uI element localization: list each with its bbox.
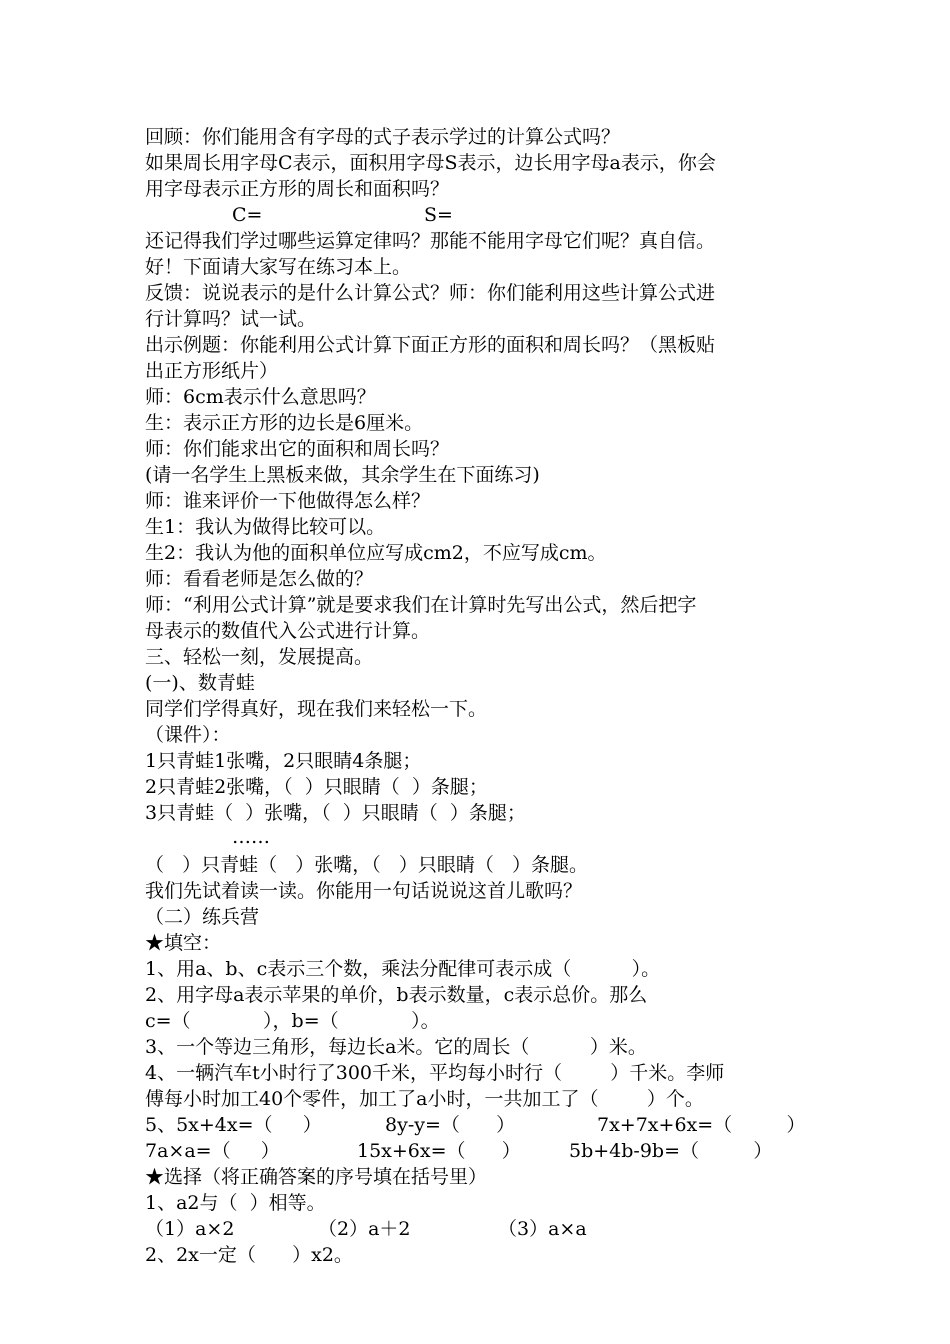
text-line: 师：谁来评价一下他做得怎么样？ (145, 490, 431, 512)
text-line: 回顾：你们能用含有字母的式子表示学过的计算公式吗？ (145, 126, 621, 148)
formula-c: C= (232, 204, 263, 226)
exercise-heading: ★选择（将正确答案的序号填在括号里） (145, 1166, 488, 1188)
text-line: 行计算吗？试一试。 (145, 308, 317, 330)
text-line: 反馈：说说表示的是什么计算公式？师：你们能利用这些计算公式进 (145, 282, 716, 304)
text-line: 1、a2与（ ）相等。 (145, 1192, 326, 1214)
ellipsis: …… (232, 826, 270, 848)
choice-option: （1）a×2 (145, 1218, 235, 1240)
expression: 7x+7x+6x=（ ） (597, 1114, 806, 1136)
formula-s: S= (424, 204, 453, 226)
text-line: 师：6cm表示什么意思吗？ (145, 386, 376, 408)
text-line: 母表示的数值代入公式进行计算。 (145, 620, 431, 642)
text-line: 我们先试着读一读。你能用一句话说说这首儿歌吗？ (145, 880, 583, 902)
text-line: 2、2x一定（ ）x2。 (145, 1244, 353, 1266)
text-line: c=（ ），b=（ ）。 (145, 1010, 440, 1032)
text-line: 生1：我认为做得比较可以。 (145, 516, 386, 538)
text-line: 4、一辆汽车t小时行了300千米，平均每小时行（ ）千米。李师 (145, 1062, 725, 1084)
section-heading: 三、轻松一刻，发展提高。 (145, 646, 374, 668)
text-line: 还记得我们学过哪些运算定律吗？那能不能用字母它们呢？真自信。 (145, 230, 716, 252)
text-line: 生2：我认为他的面积单位应写成cm2，不应写成cm。 (145, 542, 607, 564)
subsection-heading: (一)、数青蛙 (145, 672, 255, 694)
text-line: 1只青蛙1张嘴，2只眼睛4条腿； (145, 750, 422, 772)
text-line: 如果周长用字母C表示，面积用字母S表示，边长用字母a表示，你会 (145, 152, 716, 174)
expression: 8y-y=（ ） (385, 1114, 516, 1136)
expression: 5b+4b-9b=（ ） (569, 1140, 773, 1162)
text-line: 3只青蛙（ ）张嘴，（ ）只眼睛（ ）条腿； (145, 802, 526, 824)
text-line: 同学们学得真好，现在我们来轻松一下。 (145, 698, 488, 720)
choice-option: （2）a＋2 (318, 1218, 411, 1240)
expression: 15x+6x=（ ） (357, 1140, 521, 1162)
text-line: 出正方形纸片） (145, 360, 279, 382)
text-line: 2只青蛙2张嘴，（ ）只眼睛（ ）条腿； (145, 776, 488, 798)
text-line: 师：你们能求出它的面积和周长吗？ (145, 438, 450, 460)
expression: 5、5x+4x=（ ） (145, 1114, 322, 1136)
text-line: （课件）： (145, 724, 231, 746)
text-line: 用字母表示正方形的周长和面积吗？ (145, 178, 450, 200)
choice-option: （3）a×a (498, 1218, 587, 1240)
exercise-heading: ★填空： (145, 932, 222, 954)
text-line: 师：看看老师是怎么做的？ (145, 568, 374, 590)
text-line: 师：“利用公式计算”就是要求我们在计算时先写出公式，然后把字 (145, 594, 697, 616)
text-line: （ ）只青蛙（ ）张嘴，（ ）只眼睛（ ）条腿。 (145, 854, 588, 876)
text-line: 傅每小时加工40个零件，加工了a小时，一共加工了（ ）个。 (145, 1088, 704, 1110)
text-line: 好！下面请大家写在练习本上。 (145, 256, 412, 278)
text-line: 3、一个等边三角形，每边长a米。它的周长（ ）米。 (145, 1036, 647, 1058)
text-line: (请一名学生上黑板来做，其余学生在下面练习) (145, 464, 540, 486)
text-line: 生：表示正方形的边长是6厘米。 (145, 412, 424, 434)
expression: 7a×a=（ ） (145, 1140, 280, 1162)
text-line: 出示例题：你能利用公式计算下面正方形的面积和周长吗？（黑板贴 (145, 334, 716, 356)
text-line: 2、用字母a表示苹果的单价，b表示数量，c表示总价。那么 (145, 984, 648, 1006)
text-line: 1、用a、b、c表示三个数，乘法分配律可表示成（ ）。 (145, 958, 661, 980)
subsection-heading: （二）练兵营 (145, 906, 260, 928)
